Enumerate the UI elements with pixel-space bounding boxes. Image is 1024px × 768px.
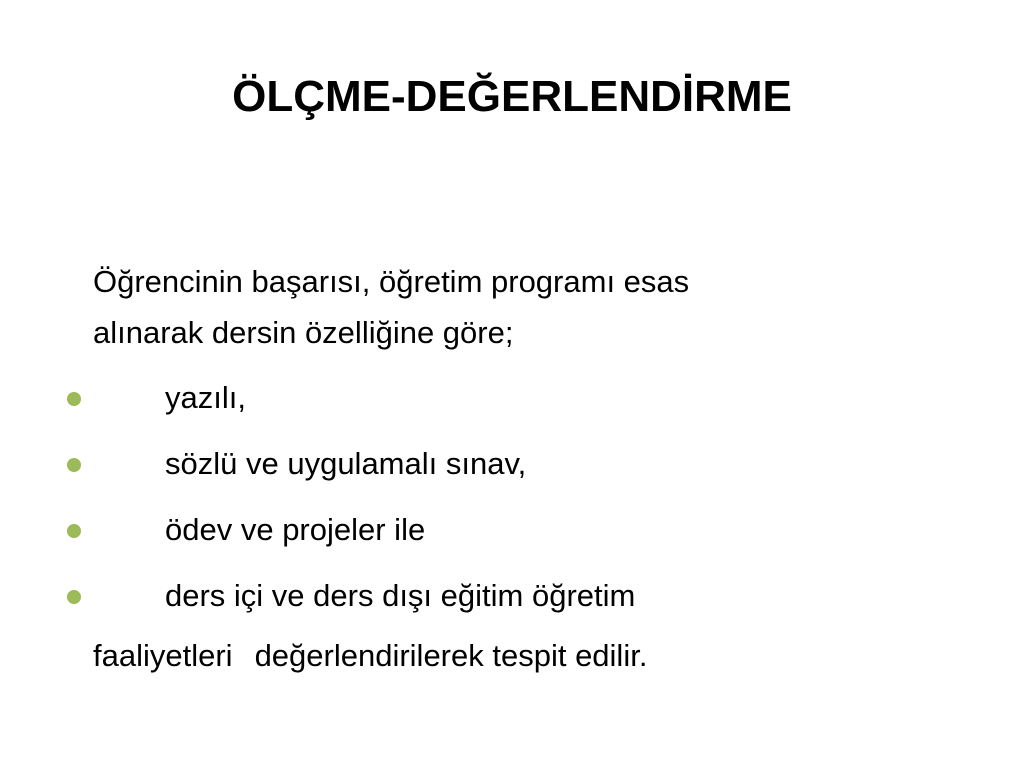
list-item-label: ödev ve projeler ile [165,512,426,547]
continuation-part-2: değerlendirilerek tespit edilir. [254,638,648,673]
list-item-label: sözlü ve uygulamalı sınav, [165,446,527,481]
list-item-label: yazılı, [165,380,246,415]
intro-line-1: Öğrencinin başarısı, öğretim programı esas [93,264,690,299]
intro-paragraph [93,256,933,358]
bullet-dot-icon [67,392,81,406]
list-item-label: ders içi ve ders dışı eğitim öğretim [165,578,636,613]
intro-line-2: alınarak dersin özelliğine göre; [93,315,514,350]
list-item-continuation [93,630,647,681]
continuation-part-1: faaliyetleri [93,638,233,673]
bullet-dot-icon [67,590,81,604]
bullet-dot-icon [67,458,81,472]
bullet-dot-icon [67,524,81,538]
slide-title: ÖLÇME-DEĞERLENDİRME [232,72,792,121]
